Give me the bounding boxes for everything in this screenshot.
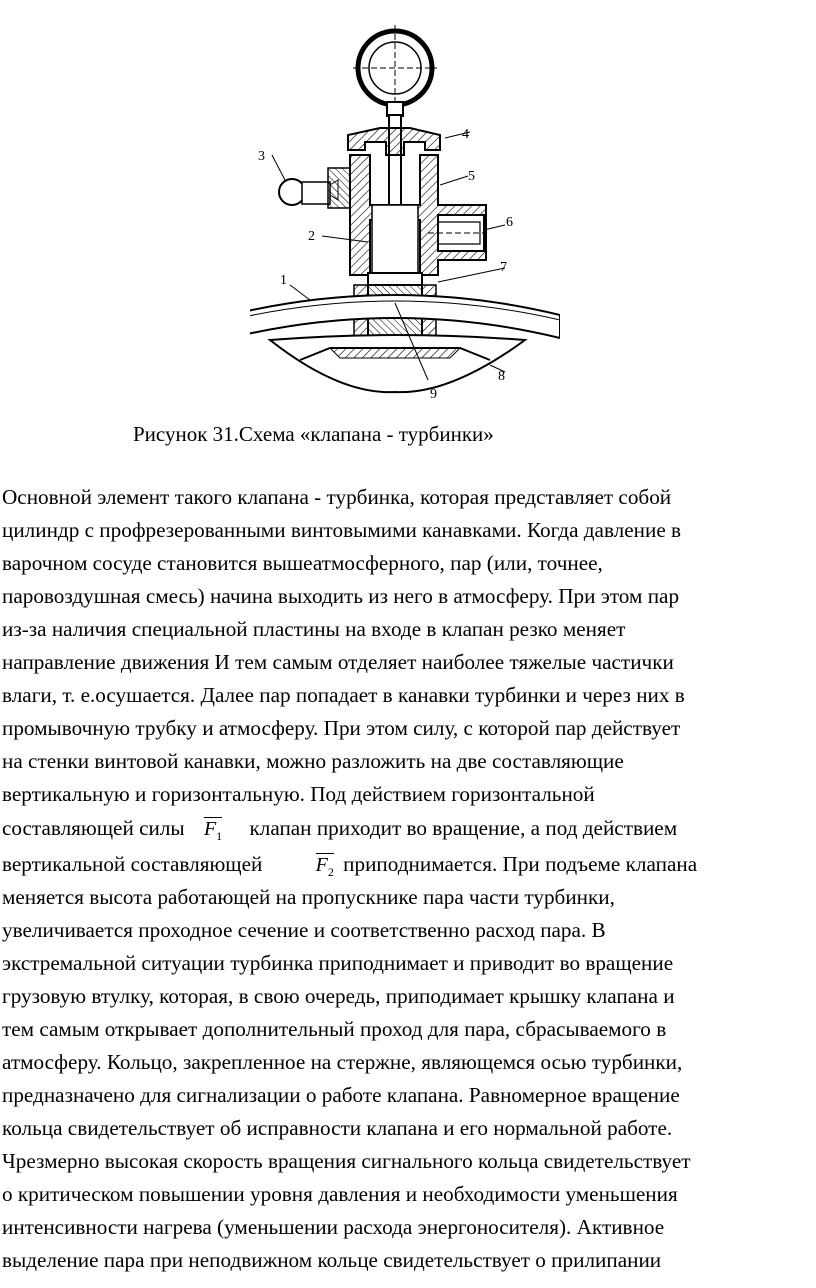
text-line: выделение пара при неподвижном кольце свидетельствует о прилипании xyxy=(2,1248,662,1272)
label-7: 7 xyxy=(500,260,507,275)
valve-turbine-diagram xyxy=(250,20,560,405)
text-line: вертикальную и горизонтальную. Под действием горизонтальной xyxy=(2,782,595,806)
text-line: варочном сосуде становится вышеатмосферного, пар (или, точнее, xyxy=(2,551,603,575)
text-line: цилиндр с профрезерованными винтовымими канавками. Когда давление в xyxy=(2,518,682,542)
label-4: 4 xyxy=(462,127,469,142)
valve-cap xyxy=(348,128,440,155)
force-f2-formula: $F_2$ xyxy=(315,854,334,879)
text-line: интенсивности нагрева (уменьшении расхода энергоносителя). Активное xyxy=(2,1215,665,1239)
text-line: тем самым открывает дополнительный проход для пара, сбрасываемого в xyxy=(2,1017,667,1041)
text-line: промывочную трубку и атмосферу. При этом силу, с которой пар действует xyxy=(2,716,681,740)
text-line: о критическом повышении уровня давления и необходимости уменьшения xyxy=(2,1182,678,1206)
text-segment: вертикальной составляющей xyxy=(2,852,263,876)
label-1: 1 xyxy=(280,273,287,288)
text-line: предназначено для сигнализации о работе клапана. Равномерное вращение xyxy=(2,1083,680,1107)
text-line: из-за наличия специальной пластины на входе в клапан резко меняет xyxy=(2,617,626,641)
text-line: меняется высота работающей на пропускнике пара части турбинки, xyxy=(2,885,615,909)
label-6: 6 xyxy=(506,215,513,230)
text-segment: приподнимается. При подъеме клапана xyxy=(343,852,698,876)
text-line: кольца свидетельствует об исправности клапана и его нормальной работе. xyxy=(2,1116,673,1140)
label-5: 5 xyxy=(468,169,475,184)
text-line: грузовую втулку, которая, в свою очередь, приподимает крышку клапана и xyxy=(2,984,675,1008)
text-line: Основной элемент такого клапана - турбинка, которая представляет собой xyxy=(2,485,672,509)
text-line: Чрезмерно высокая скорость вращения сигнального кольца свидетельствует xyxy=(2,1149,691,1173)
label-9: 9 xyxy=(430,387,437,402)
text-line: экстремальной ситуации турбинка приподнимает и приводит во вращение xyxy=(2,951,674,975)
inlet-plate xyxy=(368,273,422,285)
text-segment: клапан приходит во вращение, а под действием xyxy=(249,816,678,840)
label-2: 2 xyxy=(308,229,315,244)
text-line xyxy=(2,813,677,843)
text-line: влаги, т. е.осушается. Далее пар попадает в канавки турбинки и через них в xyxy=(2,683,685,707)
bottom-shield xyxy=(270,335,525,392)
figure-caption: Рисунок 31.Схема «клапана - турбинки» xyxy=(133,422,494,446)
text-line: паровоздушная смесь) начина выходить из него в атмосферу. При этом пар xyxy=(2,584,680,608)
signal-ring xyxy=(353,25,437,116)
text-line xyxy=(2,849,697,879)
text-line: на стенки винтовой канавки, можно разложить на две составляющие xyxy=(2,749,624,773)
side-valve-knob xyxy=(279,168,350,208)
label-3: 3 xyxy=(258,149,265,164)
force-f1-formula: $F_1$ xyxy=(203,818,223,843)
label-8: 8 xyxy=(498,369,505,384)
text-line: атмосферу. Кольцо, закрепленное на стержне, являющемся осью турбинки, xyxy=(2,1050,683,1074)
text-line: направление движения И тем самым отделяет наиболее тяжелые частички xyxy=(2,650,674,674)
text-segment: составляющей силы xyxy=(2,816,185,840)
text-line: увеличивается проходное сечение и соответственно расход пара. В xyxy=(2,918,606,942)
